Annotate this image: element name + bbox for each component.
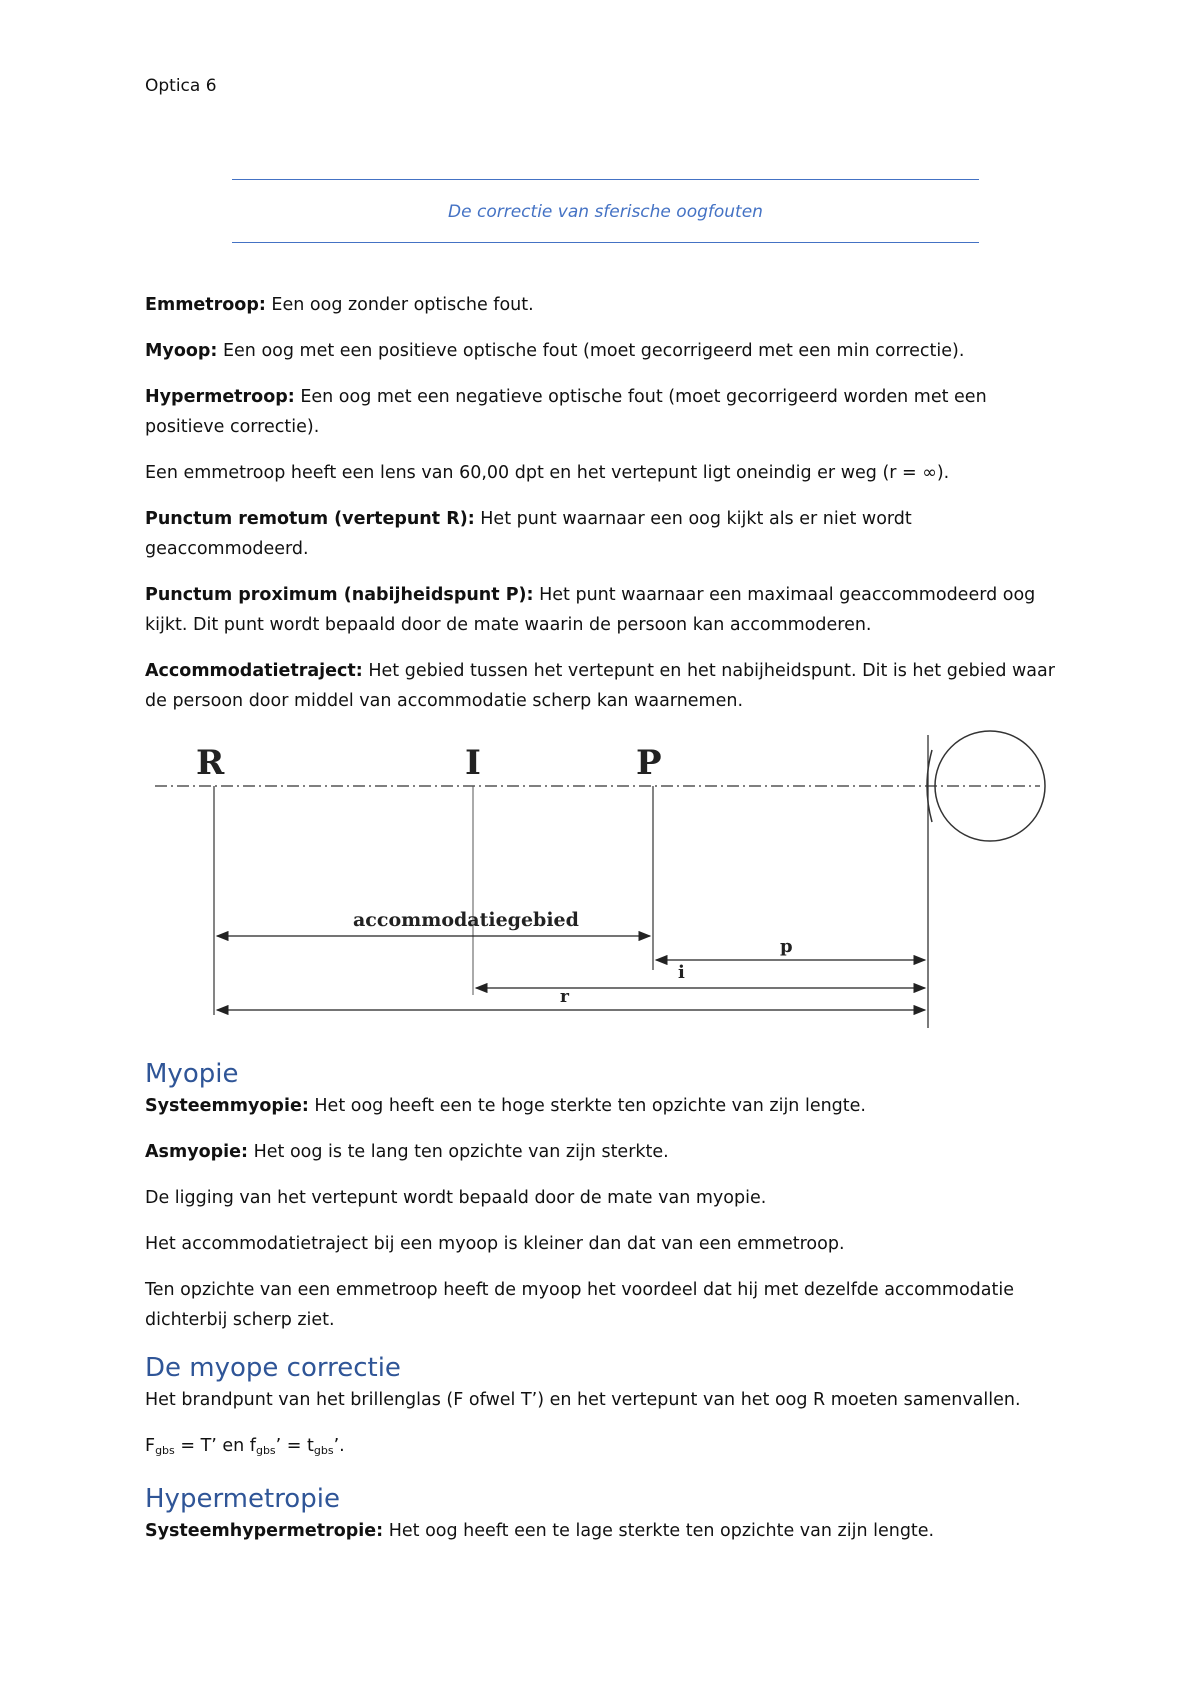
label-R: R (196, 743, 225, 783)
title-rule-bottom (232, 242, 979, 243)
label-r: r (560, 987, 569, 1007)
myopie-para-3: Ten opzichte van een emmetroop heeft de myoop het voordeel dat hij met dezelfde accommodatie dichterbij scherp ziet. (145, 1280, 1015, 1330)
title-block (232, 179, 979, 243)
correctie-formula: $F_{gbs} = T$’ en $f_{gbs}$’ = $t_{gbs}$’. (145, 1436, 345, 1457)
definition-myoop: Myoop: Een oog met een positieve optische fout (moet gecorrigeerd met een min correctie). (145, 341, 965, 361)
definition-punctum-remotum: Punctum remotum (vertepunt R): Het punt waarnaar een oog kijkt als er niet wordt geaccommodeerd. (145, 509, 912, 559)
definition-emmetroop: Emmetroop: Een oog zonder optische fout. (145, 295, 534, 315)
document-title: De correctie van sferische oogfouten (448, 202, 763, 222)
heading-myope-correctie: De myope correctie (145, 1353, 401, 1383)
definition-systeemmyopie: Systeemmyopie: Het oog heeft een te hoge sterkte ten opzichte van zijn lengte. (145, 1096, 866, 1116)
definition-systeemhypermetropie: Systeemhypermetropie: Het oog heeft een te lage sterkte ten opzichte van zijn lengte. (145, 1521, 935, 1541)
emmetroop-note: Een emmetroop heeft een lens van 60,00 dpt en het vertepunt ligt oneindig er weg (r = ∞). (145, 463, 950, 483)
label-i: i (678, 962, 685, 983)
definition-asmyopie: Asmyopie: Het oog is te lang ten opzichte van zijn sterkte. (145, 1142, 669, 1162)
label-p: p (780, 936, 793, 957)
definition-accommodatietraject: Accommodatietraject: Het gebied tussen het vertepunt en het nabijheidspunt. Dit is het gebied waar de persoon door middel van accommodatie scherp kan waarnemen. (145, 661, 1055, 711)
label-P: P (636, 743, 662, 783)
definition-punctum-proximum: Punctum proximum (nabijheidspunt P): Het punt waarnaar een maximaal geaccommodeerd oog kijkt. Dit punt wordt bepaald door de mate waarin de persoon kan accommoderen. (145, 585, 1036, 635)
page-header: Optica 6 (145, 76, 217, 96)
myopie-para-2: Het accommodatietraject bij een myoop is kleiner dan dat van een emmetroop. (145, 1234, 845, 1254)
heading-myopie: Myopie (145, 1059, 239, 1089)
label-accommodatiegebied: accommodatiegebied (353, 909, 579, 931)
correctie-para: Het brandpunt van het brillenglas (F ofwel T’) en het vertepunt van het oog R moeten samenvallen. (145, 1390, 1021, 1410)
heading-hypermetropie: Hypermetropie (145, 1484, 340, 1514)
myopie-para-1: De ligging van het vertepunt wordt bepaald door de mate van myopie. (145, 1188, 767, 1208)
label-I: I (465, 743, 481, 783)
definition-hypermetroop: Hypermetroop: Een oog met een negatieve optische fout (moet gecorrigeerd worden met een positieve correctie). (145, 387, 987, 437)
accommodation-diagram (150, 730, 1050, 1030)
